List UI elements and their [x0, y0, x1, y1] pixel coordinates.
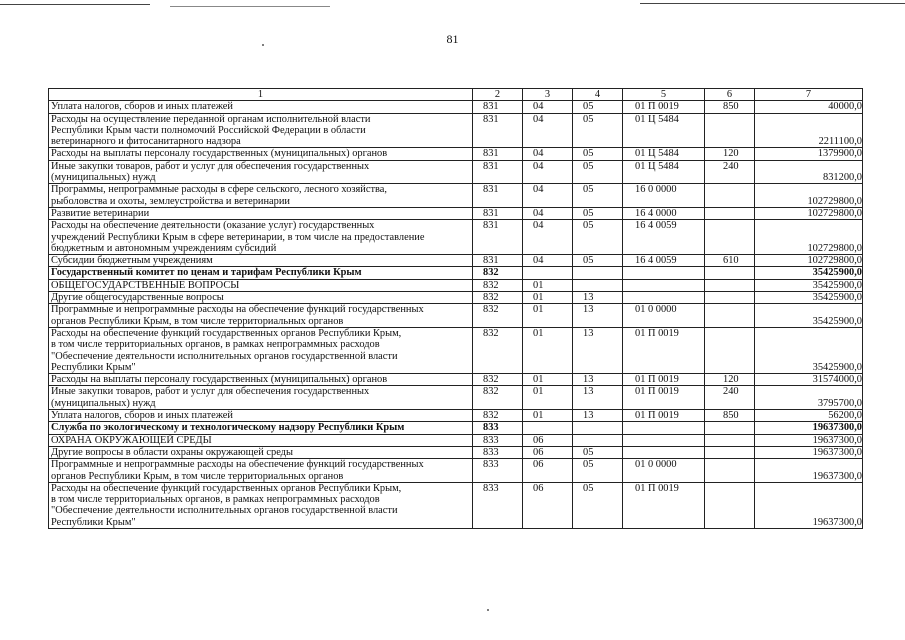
target-article-cell: 16 4 0059 — [623, 220, 705, 255]
expense-name-cell: Расходы на обеспечение функций государственных органов Республики Крым, в том числе территориальных органов, в рамках непрограммных расходов "Обеспечение деятельности исполнительных органов государственной власти Республики Крым" — [49, 327, 473, 373]
expense-name-cell: Расходы на выплаты персоналу государственных (муниципальных) органов — [49, 148, 473, 160]
section-code-cell: 01 — [523, 327, 573, 373]
expense-name-cell: Развитие ветеринарии — [49, 207, 473, 219]
expense-type-cell: 240 — [705, 386, 755, 410]
agency-total-row — [49, 422, 863, 434]
table-row — [49, 459, 863, 483]
header-cell: 6 — [705, 89, 755, 101]
target-article-cell: 01 П 0019 — [623, 386, 705, 410]
expense-name-cell: Расходы на осуществление переданной органам исполнительной власти Республики Крым части полномочий Российской Федерации в области ветеринарного и фитосанитарного надзора — [49, 113, 473, 148]
expense-name-cell: Служба по экологическому и технологическому надзору Республики Крым — [49, 422, 473, 434]
amount-cell: 35425900,0 — [755, 292, 863, 304]
subsection-code-cell — [573, 434, 623, 446]
ministry-code-cell: 831 — [473, 113, 523, 148]
ministry-code-cell: 831 — [473, 160, 523, 184]
ministry-code-cell: 833 — [473, 446, 523, 458]
table-row — [49, 207, 863, 219]
ministry-code-cell: 832 — [473, 386, 523, 410]
target-article-cell: 01 П 0019 — [623, 101, 705, 113]
amount-cell: 102729800,0 — [755, 255, 863, 267]
scan-artifact-line — [0, 4, 150, 5]
target-article-cell — [623, 422, 705, 434]
section-code-cell: 04 — [523, 255, 573, 267]
subsection-code-cell: 05 — [573, 113, 623, 148]
ministry-code-cell: 832 — [473, 304, 523, 328]
scan-speck — [262, 44, 264, 46]
ministry-code-cell: 831 — [473, 207, 523, 219]
expense-type-cell — [705, 292, 755, 304]
ministry-code-cell: 832 — [473, 292, 523, 304]
section-code-cell: 01 — [523, 410, 573, 422]
amount-cell: 31574000,0 — [755, 374, 863, 386]
expense-type-cell — [705, 434, 755, 446]
expense-type-cell: 120 — [705, 374, 755, 386]
subsection-code-cell — [573, 279, 623, 291]
target-article-cell: 16 4 0059 — [623, 255, 705, 267]
subsection-code-cell: 05 — [573, 255, 623, 267]
target-article-cell: 16 4 0000 — [623, 207, 705, 219]
header-cell: 4 — [573, 89, 623, 101]
target-article-cell: 01 Ц 5484 — [623, 113, 705, 148]
subsection-code-cell: 13 — [573, 386, 623, 410]
header-cell: 1 — [49, 89, 473, 101]
section-code-cell: 04 — [523, 184, 573, 208]
amount-cell: 56200,0 — [755, 410, 863, 422]
table-row — [49, 113, 863, 148]
target-article-cell — [623, 292, 705, 304]
table-row — [49, 101, 863, 113]
header-cell: 3 — [523, 89, 573, 101]
amount-cell: 19637300,0 — [755, 482, 863, 528]
table-row — [49, 386, 863, 410]
table-row — [49, 434, 863, 446]
ministry-code-cell: 833 — [473, 482, 523, 528]
section-code-cell — [523, 422, 573, 434]
table-row — [49, 374, 863, 386]
ministry-code-cell: 831 — [473, 148, 523, 160]
expense-type-cell — [705, 207, 755, 219]
amount-cell: 19637300,0 — [755, 459, 863, 483]
table-row — [49, 304, 863, 328]
table-row — [49, 160, 863, 184]
section-code-cell — [523, 267, 573, 279]
ministry-code-cell: 833 — [473, 422, 523, 434]
expense-name-cell: Уплата налогов, сборов и иных платежей — [49, 101, 473, 113]
page-number: 81 — [446, 32, 459, 46]
ministry-code-cell: 832 — [473, 327, 523, 373]
ministry-code-cell: 831 — [473, 220, 523, 255]
amount-cell: 35425900,0 — [755, 327, 863, 373]
amount-cell: 35425900,0 — [755, 304, 863, 328]
expense-type-cell — [705, 304, 755, 328]
expense-name-cell: Уплата налогов, сборов и иных платежей — [49, 410, 473, 422]
expense-name-cell: Государственный комитет по ценам и тарифам Республики Крым — [49, 267, 473, 279]
section-code-cell: 01 — [523, 386, 573, 410]
subsection-code-cell — [573, 267, 623, 279]
amount-cell: 3795700,0 — [755, 386, 863, 410]
section-code-cell: 01 — [523, 304, 573, 328]
target-article-cell: 01 0 0000 — [623, 459, 705, 483]
amount-cell: 1379900,0 — [755, 148, 863, 160]
expense-type-cell — [705, 279, 755, 291]
header-cell: 5 — [623, 89, 705, 101]
subsection-code-cell: 13 — [573, 374, 623, 386]
expense-type-cell — [705, 422, 755, 434]
scan-speck — [487, 609, 489, 611]
expense-name-cell: Иные закупки товаров, работ и услуг для обеспечения государственных (муниципальных) нужд — [49, 386, 473, 410]
target-article-cell — [623, 434, 705, 446]
section-code-cell: 01 — [523, 279, 573, 291]
section-code-cell: 04 — [523, 113, 573, 148]
section-code-cell: 01 — [523, 374, 573, 386]
expense-type-cell: 120 — [705, 148, 755, 160]
subsection-code-cell: 13 — [573, 327, 623, 373]
expense-type-cell: 610 — [705, 255, 755, 267]
header-cell: 2 — [473, 89, 523, 101]
target-article-cell: 01 П 0019 — [623, 482, 705, 528]
section-code-cell: 06 — [523, 482, 573, 528]
target-article-cell: 01 П 0019 — [623, 327, 705, 373]
ministry-code-cell: 831 — [473, 101, 523, 113]
section-code-cell: 04 — [523, 148, 573, 160]
subsection-code-cell — [573, 422, 623, 434]
expense-type-cell — [705, 184, 755, 208]
subsection-code-cell: 05 — [573, 207, 623, 219]
expense-name-cell: ОХРАНА ОКРУЖАЮЩЕЙ СРЕДЫ — [49, 434, 473, 446]
section-code-cell: 04 — [523, 207, 573, 219]
ministry-code-cell: 833 — [473, 434, 523, 446]
subsection-code-cell: 05 — [573, 446, 623, 458]
ministry-code-cell: 831 — [473, 184, 523, 208]
target-article-cell: 16 0 0000 — [623, 184, 705, 208]
amount-cell: 35425900,0 — [755, 279, 863, 291]
table-row — [49, 279, 863, 291]
expense-name-cell: Другие общегосударственные вопросы — [49, 292, 473, 304]
subsection-code-cell: 05 — [573, 459, 623, 483]
target-article-cell: 01 П 0019 — [623, 374, 705, 386]
target-article-cell: 01 П 0019 — [623, 410, 705, 422]
subsection-code-cell: 05 — [573, 220, 623, 255]
table-row — [49, 410, 863, 422]
target-article-cell — [623, 267, 705, 279]
section-code-cell: 04 — [523, 220, 573, 255]
ministry-code-cell: 831 — [473, 255, 523, 267]
expense-name-cell: Программные и непрограммные расходы на обеспечение функций государственных органов Республики Крым, в том числе территориальных органов — [49, 304, 473, 328]
agency-total-row — [49, 267, 863, 279]
expense-type-cell — [705, 446, 755, 458]
amount-cell: 19637300,0 — [755, 446, 863, 458]
target-article-cell: 01 0 0000 — [623, 304, 705, 328]
target-article-cell: 01 Ц 5484 — [623, 148, 705, 160]
expense-type-cell — [705, 220, 755, 255]
expense-name-cell: Расходы на обеспечение функций государственных органов Республики Крым, в том числе территориальных органов, в рамках непрограммных расходов "Обеспечение деятельности исполнительных органов государственной власти Республики Крым" — [49, 482, 473, 528]
scan-artifact-line — [170, 6, 330, 7]
table-row — [49, 220, 863, 255]
subsection-code-cell: 05 — [573, 160, 623, 184]
section-code-cell: 01 — [523, 292, 573, 304]
subsection-code-cell: 05 — [573, 101, 623, 113]
table-header-row — [49, 89, 863, 101]
table-row — [49, 327, 863, 373]
expense-name-cell: ОБЩЕГОСУДАРСТВЕННЫЕ ВОПРОСЫ — [49, 279, 473, 291]
ministry-code-cell: 832 — [473, 374, 523, 386]
expense-type-cell: 850 — [705, 101, 755, 113]
expense-type-cell — [705, 327, 755, 373]
budget-table — [48, 88, 863, 529]
table-row — [49, 292, 863, 304]
section-code-cell: 04 — [523, 101, 573, 113]
amount-cell: 102729800,0 — [755, 184, 863, 208]
subsection-code-cell: 13 — [573, 292, 623, 304]
amount-cell: 19637300,0 — [755, 434, 863, 446]
ministry-code-cell: 832 — [473, 410, 523, 422]
ministry-code-cell: 833 — [473, 459, 523, 483]
amount-cell: 2211100,0 — [755, 113, 863, 148]
amount-cell: 35425900,0 — [755, 267, 863, 279]
amount-cell: 40000,0 — [755, 101, 863, 113]
target-article-cell: 01 Ц 5484 — [623, 160, 705, 184]
expense-name-cell: Расходы на обеспечение деятельности (оказание услуг) государственных учреждений Республики Крым в сфере ветеринарии, в том числе на предоставление бюджетным и автономным учреждениям субсидий — [49, 220, 473, 255]
table-row — [49, 255, 863, 267]
subsection-code-cell: 05 — [573, 184, 623, 208]
amount-cell: 19637300,0 — [755, 422, 863, 434]
expense-type-cell: 240 — [705, 160, 755, 184]
table-row — [49, 184, 863, 208]
table-row — [49, 482, 863, 528]
expense-name-cell: Программные и непрограммные расходы на обеспечение функций государственных органов Республики Крым, в том числе территориальных органов — [49, 459, 473, 483]
ministry-code-cell: 832 — [473, 267, 523, 279]
amount-cell: 831200,0 — [755, 160, 863, 184]
subsection-code-cell: 05 — [573, 482, 623, 528]
target-article-cell — [623, 446, 705, 458]
section-code-cell: 06 — [523, 434, 573, 446]
amount-cell: 102729800,0 — [755, 207, 863, 219]
expense-name-cell: Расходы на выплаты персоналу государственных (муниципальных) органов — [49, 374, 473, 386]
expense-type-cell — [705, 267, 755, 279]
table-row — [49, 148, 863, 160]
expense-type-cell — [705, 113, 755, 148]
amount-cell: 102729800,0 — [755, 220, 863, 255]
expense-type-cell: 850 — [705, 410, 755, 422]
expense-name-cell: Субсидии бюджетным учреждениям — [49, 255, 473, 267]
scan-artifact-line — [640, 3, 905, 4]
expense-name-cell: Иные закупки товаров, работ и услуг для обеспечения государственных (муниципальных) нужд — [49, 160, 473, 184]
subsection-code-cell: 13 — [573, 410, 623, 422]
expense-name-cell: Программы, непрограммные расходы в сфере сельского, лесного хозяйства, рыболовства и охоты, землеустройства и ветеринарии — [49, 184, 473, 208]
subsection-code-cell: 05 — [573, 148, 623, 160]
table-body — [49, 89, 863, 529]
header-cell: 7 — [755, 89, 863, 101]
table-row — [49, 446, 863, 458]
section-code-cell: 04 — [523, 160, 573, 184]
ministry-code-cell: 832 — [473, 279, 523, 291]
expense-type-cell — [705, 459, 755, 483]
expense-type-cell — [705, 482, 755, 528]
section-code-cell: 06 — [523, 446, 573, 458]
target-article-cell — [623, 279, 705, 291]
section-code-cell: 06 — [523, 459, 573, 483]
expense-name-cell: Другие вопросы в области охраны окружающей среды — [49, 446, 473, 458]
subsection-code-cell: 13 — [573, 304, 623, 328]
